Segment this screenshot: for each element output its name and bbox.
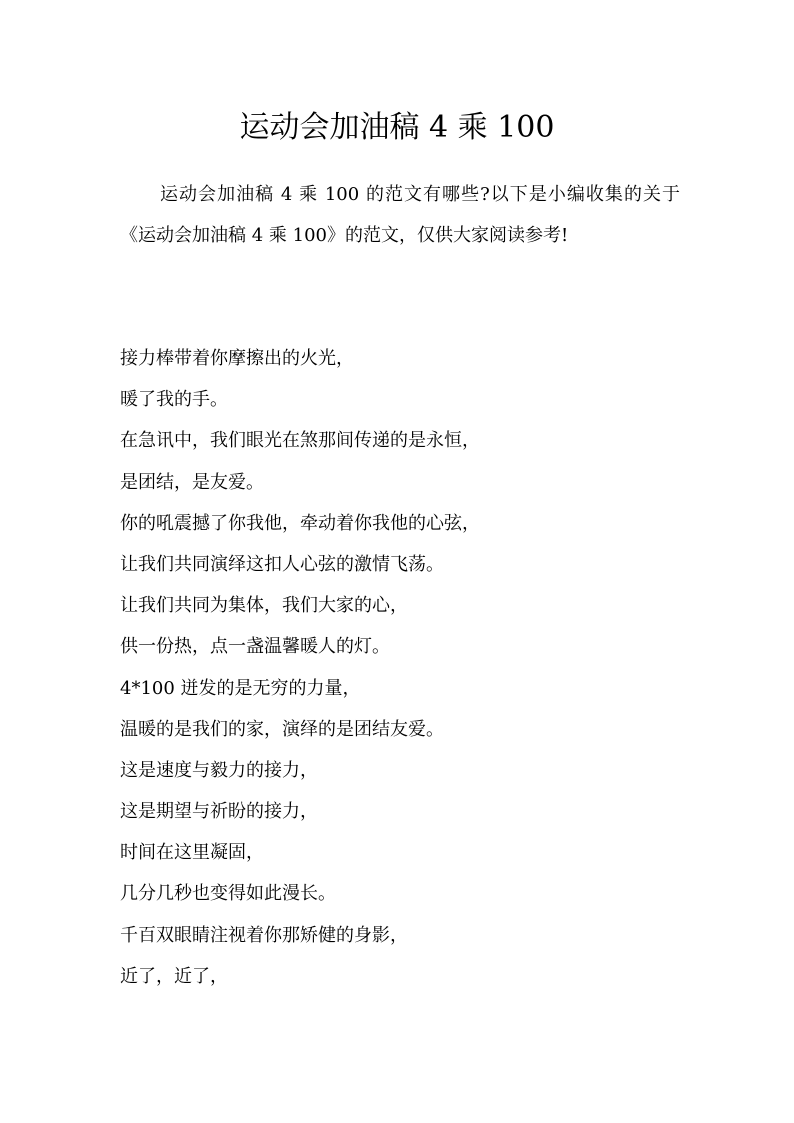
- poem-line: 几分几秒也变得如此漫长。: [120, 883, 336, 905]
- poem-line: 让我们共同为集体，我们大家的心，: [120, 595, 408, 617]
- poem-line: 供一份热，点一盏温馨暖人的灯。: [120, 636, 390, 658]
- poem-line: 时间在这里凝固，: [120, 842, 264, 864]
- poem-line: 千百双眼睛注视着你那矫健的身影，: [120, 924, 408, 946]
- poem-line: 在急讯中，我们眼光在煞那间传递的是永恒，: [120, 430, 480, 452]
- poem-line: 让我们共同演绎这扣人心弦的激情飞荡。: [120, 553, 444, 575]
- poem-line: 这是期望与祈盼的接力，: [120, 801, 318, 823]
- poem-line: 接力棒带着你摩擦出的火光，: [120, 348, 354, 369]
- document-title: 运动会加油稿 4 乘 100: [239, 110, 555, 145]
- poem-line: 这是速度与毅力的接力，: [120, 759, 318, 781]
- poem-lines: [120, 338, 680, 997]
- poem-line: 温暖的是我们的家，演绎的是团结友爱。: [120, 718, 444, 740]
- poem-line: 暖了我的手。: [120, 389, 228, 411]
- intro-paragraph: 运动会加油稿 4 乘 100 的范文有哪些?以下是小编收集的关于《运动会加油稿 4 乘 100》的范文，仅供大家阅读参考!: [120, 184, 680, 246]
- poem-line: 你的吼震撼了你我他，牵动着你我他的心弦，: [120, 512, 480, 534]
- poem-line: 4*100 迸发的是无穷的力量，: [120, 677, 361, 699]
- poem-line: 是团结，是友爱。: [120, 471, 264, 493]
- poem-line: 近了，近了，: [120, 965, 228, 987]
